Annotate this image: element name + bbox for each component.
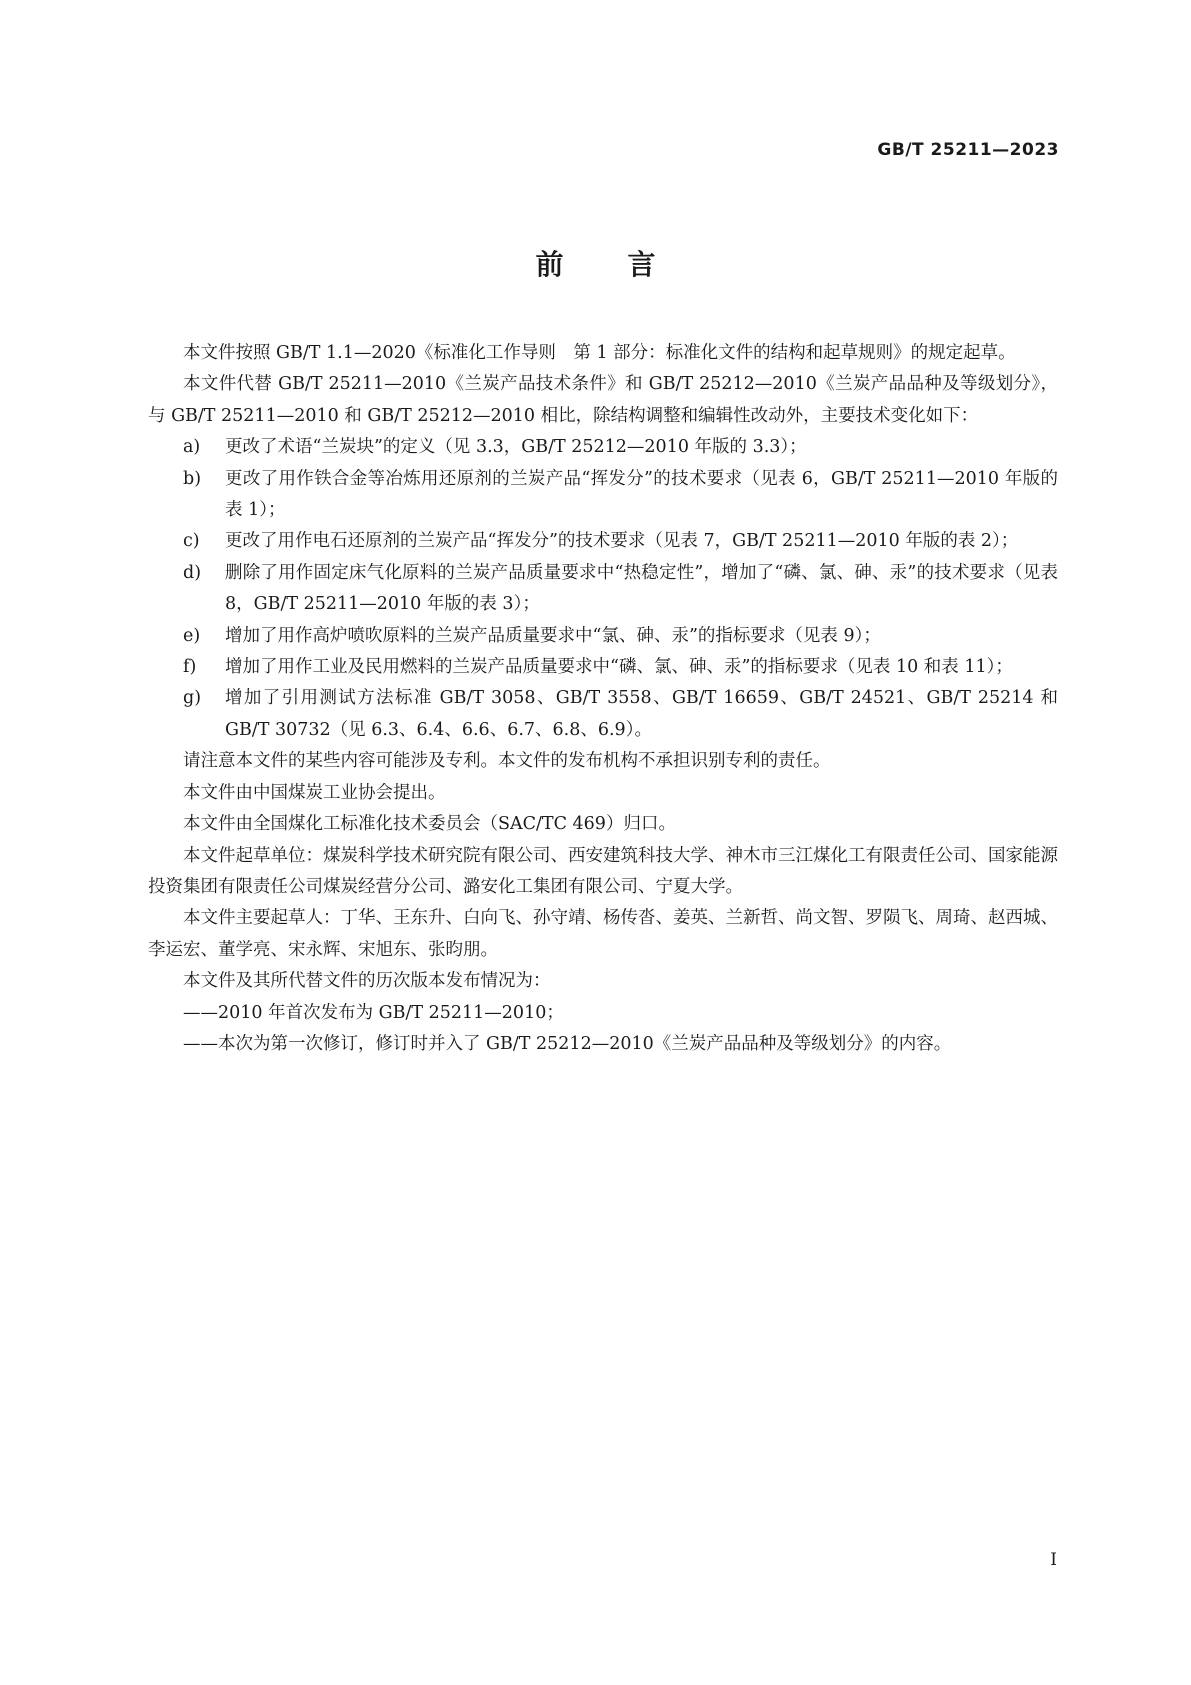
foreword-body — [148, 338, 1058, 1060]
list-marker: b) — [183, 468, 202, 489]
page-number: I — [1050, 1550, 1057, 1570]
list-item — [148, 526, 1058, 557]
list-item-text: 增加了引用测试方法标准 GB/T 3058、GB/T 3558、GB/T 16659、GB/T 24521、GB/T 25214 和 GB/T 30732（见 6.3、6.4、6.6、6.7、6.8、6.9）。 — [225, 688, 1058, 740]
list-marker: d) — [183, 562, 202, 583]
paragraph-patent-notice: 请注意本文件的某些内容可能涉及专利。本文件的发布机构不承担识别专利的责任。 — [183, 751, 831, 772]
document-code: GB/T 25211—2023 — [877, 140, 1059, 160]
list-item-text: 增加了用作工业及民用燃料的兰炭产品质量要求中“磷、氯、砷、汞”的指标要求（见表 10 和表 11）； — [225, 657, 1013, 678]
list-marker: f) — [183, 657, 197, 678]
technical-changes-list — [148, 432, 1058, 746]
list-marker: a) — [183, 437, 201, 458]
list-item — [148, 652, 1058, 683]
list-item-text: 删除了用作固定床气化原料的兰炭产品质量要求中“热稳定性”，增加了“磷、氯、砷、汞”的技术要求（见表 8，GB/T 25211—2010 年版的表 3）； — [225, 562, 1058, 615]
history-item: ——2010 年首次发布为 GB/T 25211—2010； — [183, 1002, 564, 1023]
page-title: 前言 — [535, 248, 720, 281]
history-item: ——本次为第一次修订，修订时并入了 GB/T 25212—2010《兰炭产品品种及等级划分》的内容。 — [183, 1033, 952, 1054]
paragraph-drafting-units: 本文件起草单位：煤炭科学技术研究院有限公司、西安建筑科技大学、神木市三江煤化工有限责任公司、国家能源投资集团有限责任公司煤炭经营分公司、潞安化工集团有限公司、宁夏大学。 — [148, 845, 1058, 897]
list-item — [148, 464, 1058, 527]
list-marker: g) — [183, 688, 202, 709]
paragraph-version-history: 本文件及其所代替文件的历次版本发布情况为： — [183, 971, 551, 992]
paragraph-proposer: 本文件由中国煤炭工业协会提出。 — [183, 782, 446, 803]
paragraph-drafting-basis: 本文件按照 GB/T 1.1—2020《标准化工作导则 第 1 部分：标准化文件的结构和起草规则》的规定起草。 — [183, 343, 1016, 363]
paragraph-centralizer: 本文件由全国煤化工标准化技术委员会（SAC/TC 469）归口。 — [183, 814, 676, 835]
list-item-text: 更改了用作电石还原剂的兰炭产品“挥发分”的技术要求（见表 7，GB/T 25211—2010 年版的表 2）； — [225, 531, 1019, 552]
paragraph-replacement: 本文件代替 GB/T 25211—2010《兰炭产品技术条件》和 GB/T 25212—2010《兰炭产品品种及等级划分》，与 GB/T 25211—2010 和 GB/T 25212—2010 相比，除结构调整和编辑性改动外，主要技术变化如下： — [148, 374, 1058, 426]
paragraph-drafters: 本文件主要起草人：丁华、王东升、白向飞、孙守靖、杨传沓、姜英、兰新哲、尚文智、罗陨飞、周琦、赵西城、李运宏、董学亮、宋永辉、宋旭东、张昀朋。 — [148, 908, 1058, 960]
list-item — [148, 621, 1058, 652]
list-marker: e) — [183, 625, 201, 646]
list-item-text: 增加了用作高炉喷吹原料的兰炭产品质量要求中“氯、砷、汞”的指标要求（见表 9）； — [225, 625, 881, 646]
list-marker: c) — [183, 531, 200, 552]
list-item — [148, 558, 1058, 621]
list-item — [148, 683, 1058, 746]
list-item — [148, 432, 1058, 463]
list-item-text: 更改了术语“兰炭块”的定义（见 3.3，GB/T 25212—2010 年版的 3.3）； — [225, 437, 807, 458]
list-item-text: 更改了用作铁合金等冶炼用还原剂的兰炭产品“挥发分”的技术要求（见表 6，GB/T 25211—2010 年版的表 1）； — [225, 468, 1058, 521]
